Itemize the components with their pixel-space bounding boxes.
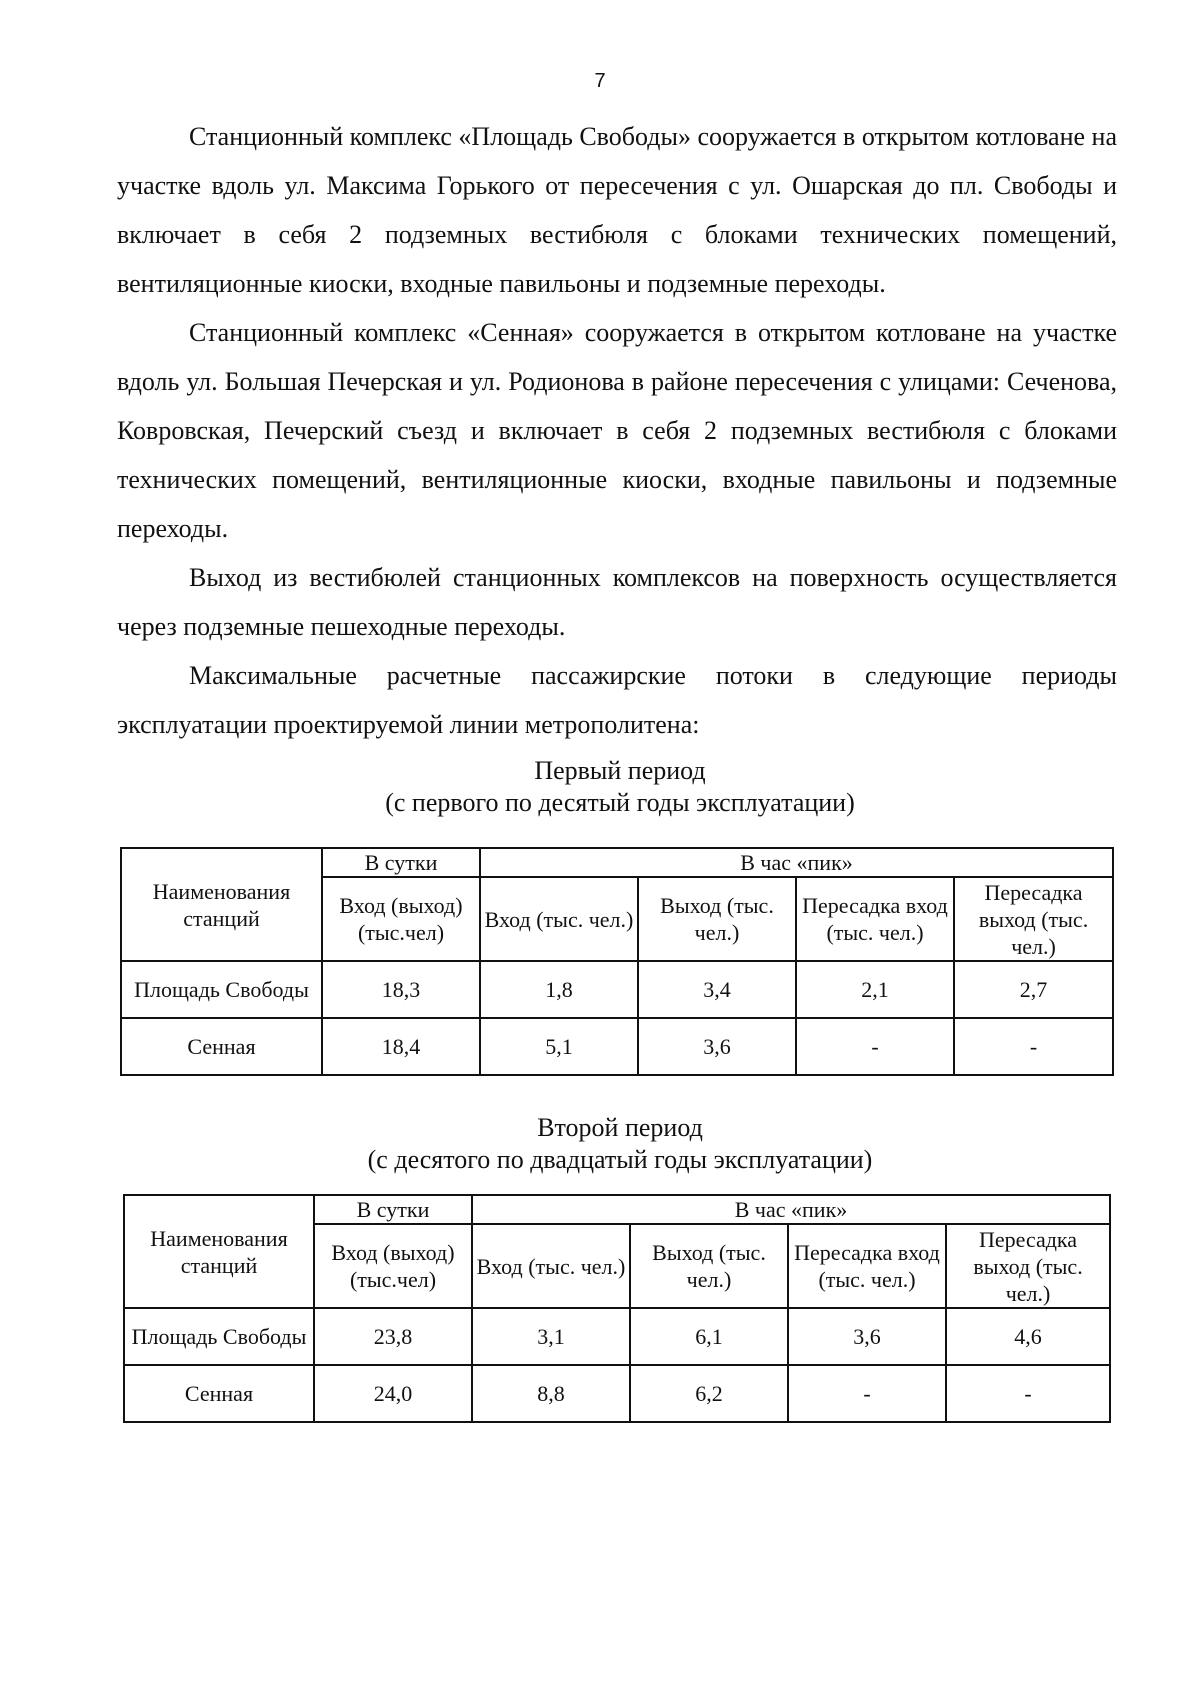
table-subtitle: (с десятого по двадцатый годы эксплуатации) xyxy=(367,1145,873,1174)
station-name: Площадь Свободы xyxy=(124,1308,314,1365)
table-row xyxy=(121,1018,1113,1075)
header-per-day: В сутки xyxy=(314,1195,472,1224)
header-per-day: В сутки xyxy=(322,848,480,877)
station-name: Сенная xyxy=(121,1018,322,1075)
header-per-peak-hour: В час «пик» xyxy=(472,1195,1110,1224)
cell: 3,6 xyxy=(788,1308,946,1365)
cell: - xyxy=(954,1018,1113,1075)
cell: 2,1 xyxy=(796,961,954,1018)
header-day-entry: Вход (выход) (тыс.чел) xyxy=(322,877,480,961)
header-transfer-out: Пересадка выход (тыс. чел.) xyxy=(954,877,1113,961)
cell: 6,1 xyxy=(630,1308,788,1365)
table-subtitle: (с первого по десятый годы эксплуатации) xyxy=(385,788,855,817)
station-name: Сенная xyxy=(124,1365,314,1422)
cell: 24,0 xyxy=(314,1365,472,1422)
table-title: Первый период xyxy=(534,756,706,785)
cell: - xyxy=(796,1018,954,1075)
header-exit: Выход (тыс. чел.) xyxy=(638,877,796,961)
header-station: Наименования станций xyxy=(121,848,322,961)
header-transfer-in: Пересадка вход (тыс. чел.) xyxy=(796,877,954,961)
body-text xyxy=(117,112,1117,749)
cell: 1,8 xyxy=(480,961,638,1018)
header-station: Наименования станций xyxy=(124,1195,314,1308)
cell: 3,6 xyxy=(638,1018,796,1075)
table-second-period xyxy=(123,1194,1111,1423)
table-row xyxy=(124,1308,1110,1365)
header-exit: Выход (тыс. чел.) xyxy=(630,1224,788,1308)
header-entry: Вход (тыс. чел.) xyxy=(472,1224,630,1308)
cell: 3,1 xyxy=(472,1308,630,1365)
cell: 6,2 xyxy=(630,1365,788,1422)
paragraph: Максимальные расчетные пассажирские потоки в следующие периоды эксплуатации проектируемой линии метрополитена: xyxy=(117,661,1117,739)
paragraph: Станционный комплекс «Сенная» сооружается в открытом котловане на участке вдоль ул. Большая Печерская и ул. Родионова в районе пересечения с улицами: Сеченова, Ковровская, Печерский съезд и включает в себя 2 подземных вестибюля с блоками технических помещений, вентиляционные киоски, входные павильоны и подземные переходы. xyxy=(117,318,1117,543)
cell: - xyxy=(946,1365,1110,1422)
page-number: 7 xyxy=(594,70,606,92)
table-block-second-period xyxy=(120,1112,1120,1176)
cell: 3,4 xyxy=(638,961,796,1018)
table-title: Второй период xyxy=(537,1113,703,1142)
cell: - xyxy=(788,1365,946,1422)
cell: 4,6 xyxy=(946,1308,1110,1365)
cell: 23,8 xyxy=(314,1308,472,1365)
cell: 2,7 xyxy=(954,961,1113,1018)
header-entry: Вход (тыс. чел.) xyxy=(480,877,638,961)
table-row xyxy=(124,1365,1110,1422)
header-transfer-out: Пересадка выход (тыс. чел.) xyxy=(946,1224,1110,1308)
paragraph: Станционный комплекс «Площадь Свободы» сооружается в открытом котловане на участке вдоль ул. Максима Горького от пересечения с ул. Ошарская до пл. Свободы и включает в себя 2 подземных вестибюля с блоками технических помещений, вентиляционные киоски, входные павильоны и подземные переходы. xyxy=(117,122,1117,298)
header-per-peak-hour: В час «пик» xyxy=(480,848,1113,877)
paragraph: Выход из вестибюлей станционных комплексов на поверхность осуществляется через подземные пешеходные переходы. xyxy=(117,563,1117,641)
cell: 5,1 xyxy=(480,1018,638,1075)
cell: 8,8 xyxy=(472,1365,630,1422)
table-first-period xyxy=(120,847,1114,1076)
table-row xyxy=(121,961,1113,1018)
table-block-first-period xyxy=(120,755,1120,819)
header-day-entry: Вход (выход) (тыс.чел) xyxy=(314,1224,472,1308)
cell: 18,4 xyxy=(322,1018,480,1075)
station-name: Площадь Свободы xyxy=(121,961,322,1018)
cell: 18,3 xyxy=(322,961,480,1018)
header-transfer-in: Пересадка вход (тыс. чел.) xyxy=(788,1224,946,1308)
